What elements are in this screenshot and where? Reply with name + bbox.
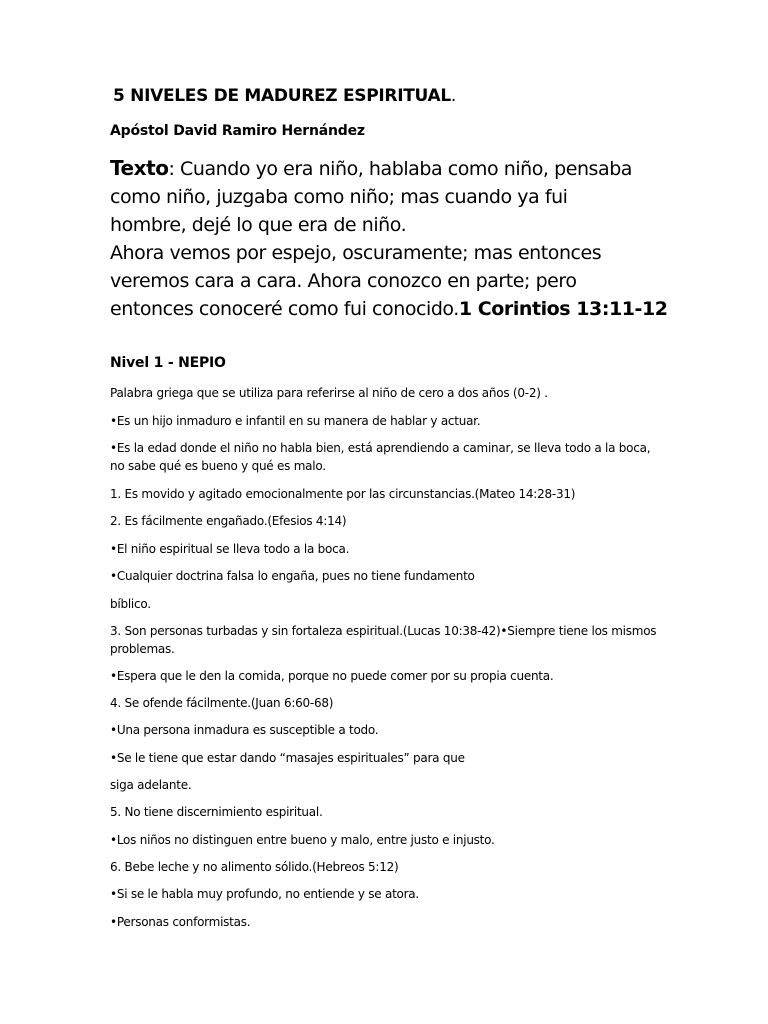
paragraph: [110, 721, 378, 739]
scripture-line-2: como niño, juzgaba como niño; mas cuando ya fui: [110, 186, 568, 208]
paragraph: [110, 412, 480, 430]
paragraph-line: •Los niños no distinguen entre bueno y malo, entre justo e injusto.: [110, 833, 495, 847]
paragraph-line: bíblico.: [110, 597, 151, 611]
paragraph-line: 5. No tiene discernimiento espiritual.: [110, 805, 323, 819]
section-heading: Nivel 1 - NEPIO: [110, 355, 226, 371]
paragraph: [110, 667, 553, 685]
scripture-text: [110, 154, 670, 323]
paragraph-line: •Una persona inmadura es susceptible a todo.: [110, 723, 379, 737]
paragraph: [110, 831, 495, 849]
title-period: .: [450, 86, 456, 106]
paragraph: [110, 485, 575, 503]
paragraph: [110, 885, 419, 903]
paragraph: [110, 776, 191, 794]
scripture-line-text-1: Cuando yo era niño, hablaba como niño, pensaba: [174, 158, 632, 180]
paragraph-line: •Cualquier doctrina falsa lo engaña, pues no tiene fundamento: [110, 569, 475, 583]
paragraph: [110, 622, 656, 658]
paragraph: [110, 749, 465, 767]
paragraph-line: no sabe qué es bueno y qué es malo.: [110, 459, 326, 473]
paragraph-line: •Espera que le den la comida, porque no puede comer por su propia cuenta.: [110, 669, 554, 683]
title-text: 5 NIVELES DE MADUREZ ESPIRITUAL: [113, 86, 451, 106]
scripture-line-6: [110, 295, 670, 323]
paragraph-line: •El niño espiritual se lleva todo a la boca.: [110, 542, 350, 556]
paragraph-line: •Personas conformistas.: [110, 915, 251, 929]
document-title: [113, 86, 456, 106]
scripture-line-1: [110, 154, 670, 183]
paragraph: [110, 540, 349, 558]
paragraph-line: •Es la edad donde el niño no habla bien, está aprendiendo a caminar, se lleva todo a la boca,: [110, 441, 651, 455]
paragraph: [110, 694, 333, 712]
paragraph: [110, 803, 323, 821]
scripture-reference: 1 Corintios 13:11-12: [458, 298, 668, 320]
paragraph-line: Palabra griega que se utiliza para referirse al niño de cero a dos años (0-2) .: [110, 386, 548, 400]
paragraph-line: 2. Es fácilmente engañado.(Efesios 4:14): [110, 514, 347, 528]
paragraph: [110, 913, 250, 931]
paragraph-line: 6. Bebe leche y no alimento sólido.(Hebreos 5:12): [110, 860, 399, 874]
paragraph-line: 1. Es movido y agitado emocionalmente por las circunstancias.(Mateo 14:28-31): [110, 487, 576, 501]
paragraph-line: 3. Son personas turbadas y sin fortaleza espiritual.(Lucas 10:38-42)•Siempre tiene los mismos: [110, 624, 657, 638]
paragraph: [110, 567, 475, 585]
paragraph-line: 4. Se ofende fácilmente.(Juan 6:60-68): [110, 696, 334, 710]
paragraph-line: •Si se le habla muy profundo, no entiende y se atora.: [110, 887, 419, 901]
texto-colon: :: [168, 158, 175, 180]
paragraph: [110, 858, 398, 876]
author-line: Apóstol David Ramiro Hernández: [110, 123, 365, 139]
paragraph: [110, 512, 346, 530]
texto-label: Texto: [110, 156, 169, 180]
scripture-line-4: Ahora vemos por espejo, oscuramente; mas entonces: [110, 242, 602, 264]
paragraph-line: problemas.: [110, 642, 175, 656]
scripture-line-text-6: entonces conoceré como fui conocido.: [110, 298, 459, 320]
paragraph: [110, 439, 650, 475]
paragraph-line: •Es un hijo inmaduro e infantil en su manera de hablar y actuar.: [110, 414, 481, 428]
paragraph: [110, 595, 151, 613]
scripture-line-3: hombre, dejé lo que era de niño.: [110, 214, 407, 236]
paragraph-line: •Se le tiene que estar dando “masajes espirituales” para que: [110, 751, 465, 765]
paragraph-line: siga adelante.: [110, 778, 192, 792]
scripture-line-5: veremos cara a cara. Ahora conozco en parte; pero: [110, 270, 577, 292]
paragraph: [110, 384, 548, 402]
